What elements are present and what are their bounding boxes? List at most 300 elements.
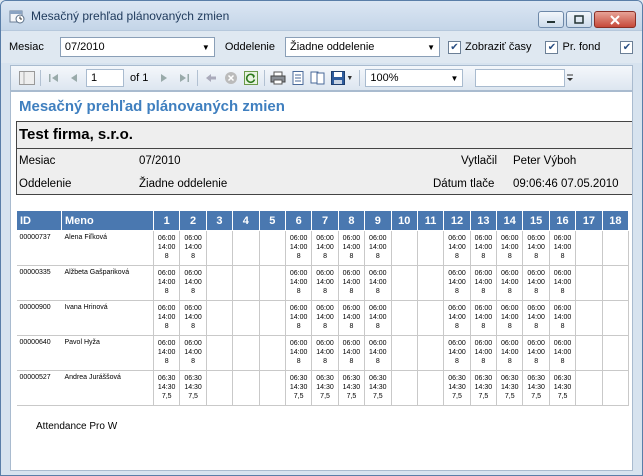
shift-cell	[576, 336, 602, 371]
table-header-row	[17, 211, 629, 231]
shift-cell	[549, 301, 575, 336]
shift-start: 06:00	[184, 235, 202, 242]
employee-name: Andrea Juráššová	[62, 371, 154, 406]
shift-start: 06:00	[184, 340, 202, 347]
shift-end: 14:00	[289, 244, 308, 251]
shift-cell	[523, 371, 549, 406]
shift-end: 14:00	[184, 314, 202, 321]
employee-id: 00000527	[17, 371, 62, 406]
shift-hours: 8	[323, 323, 327, 330]
shift-hours: 8	[534, 323, 539, 330]
shift-cell	[444, 266, 470, 301]
shift-cell	[391, 231, 417, 266]
shift-cell	[180, 231, 206, 266]
shift-cell	[338, 336, 364, 371]
shift-end: 14:30	[474, 384, 493, 391]
shift-cell	[523, 336, 549, 371]
shift-start: 06:30	[184, 375, 202, 382]
stop-icon	[224, 71, 238, 85]
back-arrow-icon	[205, 72, 217, 84]
column-header-day: 12	[444, 211, 470, 231]
column-header-day: 11	[417, 211, 443, 231]
shift-hours: 7,5	[320, 393, 330, 400]
shift-end: 14:00	[527, 349, 545, 356]
shift-hours: 8	[296, 288, 301, 295]
shift-end: 14:00	[501, 244, 519, 251]
shift-hours: 8	[164, 358, 169, 365]
shift-start: 06:30	[553, 375, 572, 382]
shift-hours: 8	[323, 253, 327, 260]
shift-start: 06:00	[527, 305, 545, 312]
shift-end: 14:00	[369, 314, 387, 321]
shift-cell	[206, 371, 232, 406]
table-row	[17, 336, 629, 371]
shift-cell	[417, 371, 443, 406]
shift-hours: 8	[455, 358, 459, 365]
shift-hours: 8	[375, 323, 380, 330]
shift-hours: 8	[191, 323, 196, 330]
shift-cell	[576, 231, 602, 266]
shift-start: 06:00	[157, 340, 176, 347]
shift-end: 14:00	[342, 314, 361, 321]
zoom-select[interactable]	[365, 69, 463, 87]
shift-start: 06:00	[501, 340, 519, 347]
shift-start: 06:00	[501, 270, 519, 277]
shift-cell	[338, 371, 364, 406]
shift-cell	[549, 266, 575, 301]
shift-start: 06:00	[289, 340, 308, 347]
refresh-button[interactable]	[241, 69, 261, 87]
column-header-day: 7	[312, 211, 338, 231]
shift-start: 06:00	[474, 305, 493, 312]
shift-start: 06:30	[501, 375, 519, 382]
shift-cell	[154, 301, 180, 336]
shift-cell	[206, 266, 232, 301]
shift-start: 06:30	[342, 375, 361, 382]
shift-hours: 7,5	[372, 393, 383, 400]
shift-hours: 8	[323, 288, 327, 295]
window-title: Mesačný prehľad plánovaných zmien	[31, 8, 230, 23]
shift-hours: 8	[560, 323, 565, 330]
maximize-button[interactable]	[566, 11, 592, 28]
shift-hours: 7,5	[293, 393, 304, 400]
title-bar	[1, 1, 642, 31]
employee-name: Alžbeta Gašpariková	[62, 266, 154, 301]
shift-start: 06:00	[553, 340, 572, 347]
shift-start: 06:00	[157, 305, 176, 312]
shift-hours: 8	[349, 253, 354, 260]
shift-hours: 7,5	[452, 393, 462, 400]
shift-end: 14:00	[157, 279, 176, 286]
shift-cell	[391, 336, 417, 371]
chevron-down-icon: ▼	[201, 42, 210, 52]
next-page-button[interactable]	[154, 69, 174, 87]
shift-start: 06:00	[369, 305, 387, 312]
shift-cell	[549, 336, 575, 371]
shift-cell	[312, 301, 338, 336]
previous-page-button[interactable]	[64, 69, 84, 87]
previous-page-icon	[68, 72, 80, 84]
shift-start: 06:00	[316, 270, 334, 277]
shift-cell	[233, 336, 259, 371]
column-header-day: 18	[602, 211, 628, 231]
shift-cell	[259, 301, 285, 336]
shift-cell	[470, 336, 496, 371]
shift-hours: 8	[191, 358, 196, 365]
shift-hours: 7,5	[478, 393, 489, 400]
shift-start: 06:00	[184, 305, 202, 312]
shift-cell	[365, 231, 391, 266]
company-name: Test firma, s.r.o.	[19, 126, 133, 143]
shift-cell	[285, 371, 311, 406]
column-header-day: 14	[497, 211, 523, 231]
employee-id: 00000900	[17, 301, 62, 336]
shift-start: 06:00	[289, 305, 308, 312]
shift-start: 06:00	[342, 340, 361, 347]
shift-hours: 8	[349, 323, 354, 330]
shift-cell	[470, 371, 496, 406]
department-value: Žiadne oddelenie	[139, 178, 228, 190]
shift-cell	[576, 371, 602, 406]
shift-hours: 7,5	[161, 393, 172, 400]
shift-start: 06:00	[527, 235, 545, 242]
shift-cell	[259, 371, 285, 406]
month-select[interactable]	[60, 37, 215, 57]
shift-cell	[470, 301, 496, 336]
shift-start: 06:00	[342, 305, 361, 312]
shift-hours: 7,5	[504, 393, 515, 400]
department-select[interactable]	[285, 37, 440, 57]
shift-hours: 8	[375, 253, 380, 260]
shift-hours: 8	[375, 358, 380, 365]
shift-cell	[602, 371, 628, 406]
chevron-down-icon: ▼	[346, 74, 354, 82]
shift-hours: 8	[481, 288, 486, 295]
column-header-day: 3	[206, 211, 232, 231]
shift-cell	[417, 231, 443, 266]
month-label: Mesiac	[19, 155, 56, 167]
shift-end: 14:00	[474, 349, 493, 356]
export-button[interactable]	[328, 69, 356, 87]
shift-cell	[285, 301, 311, 336]
shift-start: 06:00	[157, 235, 176, 242]
close-icon	[610, 15, 620, 25]
shift-cell	[206, 336, 232, 371]
print-button[interactable]	[268, 69, 288, 87]
shift-cell	[602, 266, 628, 301]
shift-cell	[312, 231, 338, 266]
shift-end: 14:00	[501, 279, 519, 286]
shift-start: 06:00	[474, 270, 493, 277]
shift-end: 14:00	[527, 314, 545, 321]
shift-cell	[180, 336, 206, 371]
shift-hours: 8	[375, 288, 380, 295]
table-row	[17, 371, 629, 406]
column-header-day: 10	[391, 211, 417, 231]
shift-cell	[206, 231, 232, 266]
shift-hours: 8	[349, 288, 354, 295]
shift-start: 06:00	[474, 235, 493, 242]
shift-cell	[285, 231, 311, 266]
shift-cell	[549, 371, 575, 406]
shift-hours: 8	[507, 253, 512, 260]
shift-start: 06:00	[316, 305, 334, 312]
shift-start: 06:00	[289, 235, 308, 242]
shift-end: 14:00	[448, 279, 466, 286]
toolbar-overflow-button[interactable]	[565, 69, 575, 87]
shift-end: 14:00	[448, 314, 466, 321]
shift-cell	[285, 336, 311, 371]
back-button[interactable]	[201, 69, 221, 87]
shift-end: 14:00	[184, 244, 202, 251]
shift-hours: 8	[507, 358, 512, 365]
next-page-icon	[158, 72, 170, 84]
shift-end: 14:30	[316, 384, 334, 391]
shift-hours: 8	[191, 253, 196, 260]
shift-start: 06:00	[369, 235, 387, 242]
shift-hours: 7,5	[188, 393, 198, 400]
shift-end: 14:00	[448, 244, 466, 251]
shift-cell	[259, 336, 285, 371]
shift-cell	[444, 231, 470, 266]
footer-text: Attendance Pro W	[36, 421, 118, 432]
employee-id: 00000737	[17, 231, 62, 266]
shift-hours: 7,5	[346, 393, 357, 400]
shift-end: 14:00	[184, 349, 202, 356]
filter-bar	[1, 31, 642, 63]
shift-hours: 8	[191, 288, 196, 295]
shift-cell	[602, 336, 628, 371]
shift-hours: 8	[296, 358, 301, 365]
shift-start: 06:00	[184, 270, 202, 277]
close-button[interactable]	[594, 11, 636, 28]
shift-cell	[338, 266, 364, 301]
shift-cell	[180, 301, 206, 336]
shift-cell	[444, 336, 470, 371]
show-times-label: Zobraziť časy	[465, 41, 532, 53]
shift-hours: 7,5	[531, 393, 542, 400]
shift-start: 06:00	[316, 235, 334, 242]
shift-hours: 8	[455, 253, 459, 260]
minimize-button[interactable]	[538, 11, 564, 28]
shift-end: 14:00	[501, 349, 519, 356]
chevron-down-icon: ▼	[450, 73, 459, 83]
shift-end: 14:00	[342, 279, 361, 286]
shift-start: 06:00	[448, 305, 466, 312]
department-label: Oddelenie	[19, 178, 72, 190]
report-viewer[interactable]	[10, 91, 633, 471]
calendar-clock-icon	[9, 8, 25, 24]
shift-hours: 8	[455, 288, 459, 295]
shift-end: 14:00	[553, 279, 572, 286]
shift-hours: 7,5	[557, 393, 568, 400]
shift-cell	[154, 266, 180, 301]
column-header-day: 17	[576, 211, 602, 231]
last-page-button[interactable]	[174, 69, 194, 87]
shift-hours: 8	[534, 358, 539, 365]
shift-end: 14:00	[369, 244, 387, 251]
shift-cell	[259, 266, 285, 301]
last-page-icon	[178, 72, 190, 84]
shift-hours: 8	[323, 358, 327, 365]
column-header-day: 6	[285, 211, 311, 231]
shift-end: 14:00	[553, 244, 572, 251]
print-layout-icon	[291, 71, 305, 85]
shift-end: 14:00	[553, 349, 572, 356]
shift-cell	[444, 301, 470, 336]
shift-hours: 8	[349, 358, 354, 365]
column-header-day: 8	[338, 211, 364, 231]
report-toolbar	[10, 65, 633, 91]
document-map-button[interactable]	[17, 69, 37, 87]
printer-icon	[270, 71, 286, 85]
print-date-value: 09:06:46 07.05.2010	[513, 178, 619, 190]
print-date-label: Dátum tlače	[433, 178, 495, 190]
column-header-day: 15	[523, 211, 549, 231]
shift-hours: 8	[164, 253, 169, 260]
find-input[interactable]	[475, 69, 565, 87]
shift-cell	[233, 371, 259, 406]
shift-cell	[285, 266, 311, 301]
shift-cell	[391, 371, 417, 406]
shift-end: 14:00	[474, 314, 493, 321]
shift-end: 14:00	[342, 244, 361, 251]
shift-end: 14:00	[316, 349, 334, 356]
shift-end: 14:00	[369, 279, 387, 286]
maximize-icon	[574, 15, 584, 24]
department-label: Oddelenie	[224, 41, 275, 53]
shift-start: 06:30	[527, 375, 545, 382]
shift-end: 14:00	[474, 244, 493, 251]
shift-end: 14:00	[474, 279, 493, 286]
zoom-value: 100%	[370, 72, 399, 84]
column-header-id: ID	[17, 211, 62, 231]
shift-end: 14:00	[501, 314, 519, 321]
shift-start: 06:00	[448, 270, 466, 277]
first-page-button[interactable]	[44, 69, 64, 87]
shift-end: 14:00	[157, 314, 176, 321]
fund-label: Pr. fond	[562, 41, 601, 53]
shift-hours: 8	[507, 323, 512, 330]
shift-end: 14:30	[342, 384, 361, 391]
shift-end: 14:00	[157, 244, 176, 251]
report-header-box	[16, 121, 633, 195]
column-header-day: 2	[180, 211, 206, 231]
shift-start: 06:00	[157, 270, 176, 277]
shift-hours: 8	[481, 253, 486, 260]
shift-start: 06:30	[448, 375, 466, 382]
month-label: Mesiac	[9, 41, 44, 53]
shift-cell	[523, 301, 549, 336]
shift-end: 14:00	[316, 244, 334, 251]
page-number-value: 1	[91, 72, 98, 84]
shift-cell	[312, 266, 338, 301]
shift-hours: 8	[164, 323, 169, 330]
shift-end: 14:00	[157, 349, 176, 356]
print-layout-button[interactable]	[288, 69, 308, 87]
shift-end: 14:00	[553, 314, 572, 321]
shift-start: 06:00	[342, 270, 361, 277]
extra-checkbox[interactable]: ✔	[620, 41, 633, 54]
shift-cell	[470, 266, 496, 301]
shift-start: 06:00	[369, 270, 387, 277]
page-setup-icon	[310, 71, 326, 85]
column-header-day: 5	[259, 211, 285, 231]
save-disk-icon	[331, 71, 345, 85]
shift-start: 06:30	[474, 375, 493, 382]
document-map-icon	[19, 71, 35, 85]
shift-cell	[233, 231, 259, 266]
month-value: 07/2010	[139, 155, 181, 167]
employee-id: 00000640	[17, 336, 62, 371]
table-row	[17, 301, 629, 336]
shift-cell	[338, 231, 364, 266]
shift-end: 14:00	[184, 279, 202, 286]
column-header-day: 1	[154, 211, 180, 231]
shift-start: 06:00	[553, 235, 572, 242]
shift-end: 14:30	[184, 384, 202, 391]
shift-end: 14:30	[157, 384, 176, 391]
shift-cell	[154, 231, 180, 266]
shift-start: 06:00	[342, 235, 361, 242]
shift-hours: 8	[534, 288, 539, 295]
employee-name: Pavol Hyža	[62, 336, 154, 371]
shift-cell	[312, 371, 338, 406]
shift-end: 14:00	[289, 349, 308, 356]
shift-start: 06:00	[448, 340, 466, 347]
page-number-input[interactable]	[86, 69, 124, 87]
shift-hours: 8	[560, 358, 565, 365]
shift-end: 14:00	[342, 349, 361, 356]
column-header-day: 9	[365, 211, 391, 231]
shift-end: 14:30	[369, 384, 387, 391]
shift-cell	[312, 336, 338, 371]
shift-end: 14:00	[527, 244, 545, 251]
shift-hours: 8	[455, 323, 459, 330]
shift-cell	[338, 301, 364, 336]
shift-cell	[602, 231, 628, 266]
table-row	[17, 266, 629, 301]
shift-cell	[391, 301, 417, 336]
shift-hours: 8	[560, 253, 565, 260]
shift-cell	[391, 266, 417, 301]
shift-hours: 8	[481, 323, 486, 330]
shift-end: 14:00	[316, 314, 334, 321]
shift-start: 06:00	[527, 270, 545, 277]
page-setup-button[interactable]	[308, 69, 328, 87]
shift-cell	[180, 371, 206, 406]
first-page-icon	[48, 72, 60, 84]
shift-start: 06:00	[316, 340, 334, 347]
shift-cell	[233, 266, 259, 301]
show-times-checkbox[interactable]: ✔	[448, 41, 461, 54]
printed-by-value: Peter Výboh	[513, 155, 577, 167]
shift-end: 14:00	[289, 314, 308, 321]
shift-cell	[417, 266, 443, 301]
shift-cell	[497, 371, 523, 406]
shift-cell	[417, 336, 443, 371]
shift-end: 14:00	[316, 279, 334, 286]
shift-cell	[206, 301, 232, 336]
shift-cell	[365, 371, 391, 406]
shift-cell	[180, 266, 206, 301]
shift-cell	[497, 336, 523, 371]
shift-end: 14:30	[289, 384, 308, 391]
shift-start: 06:30	[316, 375, 334, 382]
column-header-day: 13	[470, 211, 496, 231]
fund-checkbox[interactable]: ✔	[545, 41, 558, 54]
stop-button[interactable]	[221, 69, 241, 87]
